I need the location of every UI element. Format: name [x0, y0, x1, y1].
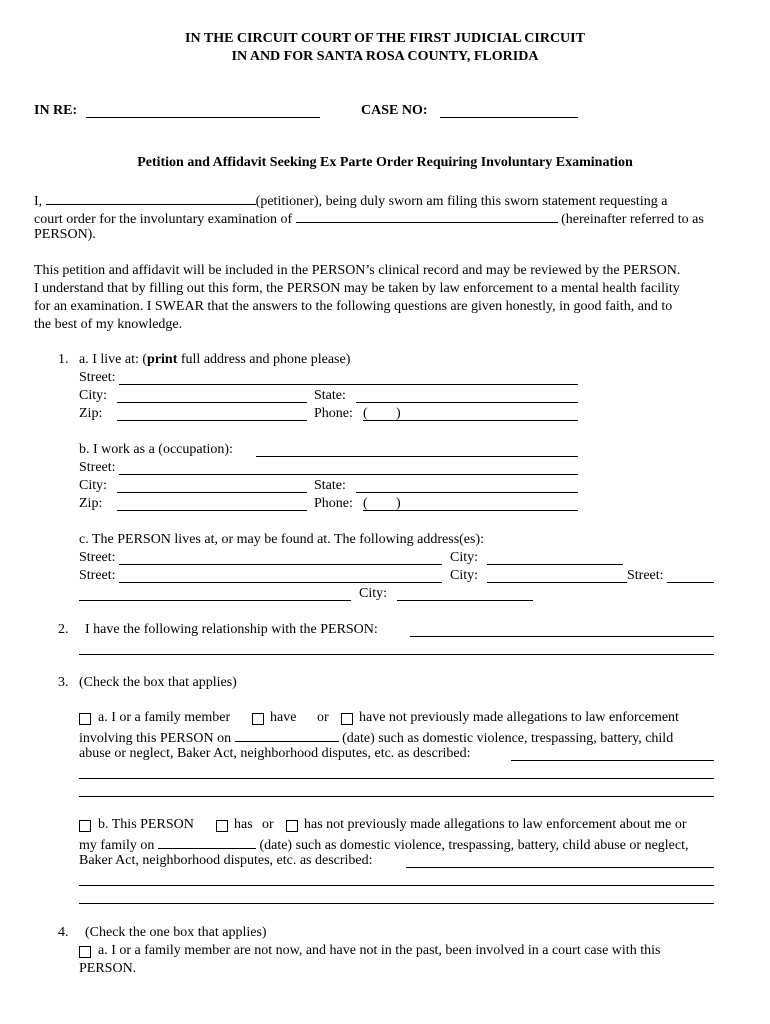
q3b-checkbox[interactable] — [79, 820, 91, 832]
q4-label: (Check the one box that applies) — [85, 925, 267, 940]
q1c-street1-label: Street: — [79, 550, 116, 565]
q1a-street-field[interactable] — [119, 384, 578, 385]
q3-number: 3. — [58, 675, 69, 690]
q1b-phone-label: Phone: — [314, 496, 353, 511]
q3a-line2-suffix: (date) such as domestic violence, trespassing, battery, child — [342, 731, 674, 746]
q1c-street3-label: Street: — [627, 568, 664, 583]
q3b-has-checkbox[interactable] — [216, 820, 228, 832]
q3a-have-label: have — [270, 710, 297, 725]
q3a-option-label: a. I or a family member — [98, 710, 231, 725]
statement-line4: the best of my knowledge. — [34, 317, 183, 332]
q2-number: 2. — [58, 622, 69, 637]
case-no-field[interactable] — [440, 117, 578, 118]
q3b-line2-suffix: (date) such as domestic violence, trespassing, battery, child abuse or neglect, — [259, 838, 689, 853]
q1b-paren-close: ) — [396, 496, 401, 511]
q1a-phone-field[interactable] — [363, 420, 578, 421]
q3b-line3: Baker Act, neighborhood disputes, etc. as described: — [79, 853, 373, 868]
statement-line2: I understand that by filling out this form, the PERSON may be taken by law enforcement to a mental health facility — [34, 281, 680, 296]
q3b-option-label: b. This PERSON — [98, 817, 194, 832]
q4a-checkbox[interactable] — [79, 946, 91, 958]
q1b-city-label: City: — [79, 478, 108, 493]
q3b-line2-prefix: my family on — [79, 838, 155, 853]
q1a-state-label: State: — [314, 388, 346, 403]
q3b-or-label: or — [262, 817, 274, 832]
q3a-line2-prefix: involving this PERSON on — [79, 731, 232, 746]
q1a-city-field[interactable] — [117, 402, 307, 403]
q1a-phone-label: Phone: — [314, 406, 353, 421]
q1c-city2-label: City: — [450, 568, 479, 583]
case-no-label: CASE NO: — [361, 103, 428, 118]
q1c-street3-field-cont[interactable] — [79, 600, 351, 601]
q3a-description-field[interactable] — [511, 760, 714, 761]
q3a-line3: abuse or neglect, Baker Act, neighborhood disputes, etc. as described: — [79, 746, 471, 761]
q2-label: I have the following relationship with the PERSON: — [85, 622, 378, 637]
court-name-line1: IN THE CIRCUIT COURT OF THE FIRST JUDICIAL CIRCUIT — [185, 31, 585, 46]
q4a-option-label: a. I or a family member are not now, and have not in the past, been involved in a court case with this — [98, 943, 661, 958]
q3-label: (Check the box that applies) — [79, 675, 237, 690]
q3b-description-line2[interactable] — [79, 885, 714, 886]
q1c-city3-field[interactable] — [397, 600, 533, 601]
q3b-has-not-checkbox[interactable] — [286, 820, 298, 832]
person-name-field[interactable] — [296, 208, 558, 223]
q1b-occupation-field[interactable] — [256, 456, 578, 457]
q1c-street2-field[interactable] — [119, 582, 442, 583]
q3a-have-not-label: have not previously made allegations to law enforcement — [359, 710, 679, 725]
q1c-street2-label: Street: — [79, 568, 116, 583]
q1-number: 1. — [58, 352, 69, 367]
q3a-description-line2[interactable] — [79, 778, 714, 779]
q1c-label: c. The PERSON lives at, or may be found at. The following address(es): — [79, 532, 485, 547]
q1a-zip-field[interactable] — [117, 420, 307, 421]
q2-relationship-field-line2[interactable] — [79, 654, 714, 655]
intro-line3: PERSON). — [34, 227, 96, 242]
q4-number: 4. — [58, 925, 69, 940]
form-title: Petition and Affidavit Seeking Ex Parte Order Requiring Involuntary Examination — [137, 155, 633, 170]
q1b-phone-field[interactable] — [363, 510, 578, 511]
intro-line1-text: (petitioner), being duly sworn am filing this sworn statement requesting a — [255, 194, 668, 209]
q3a-have-checkbox[interactable] — [252, 713, 264, 725]
q3a-have-not-checkbox[interactable] — [341, 713, 353, 725]
q1a-label — [79, 351, 350, 369]
q3a-or-label: or — [317, 710, 329, 725]
q1c-street3-field[interactable] — [667, 582, 714, 583]
q1b-zip-label: Zip: — [79, 496, 103, 511]
q3a-date-field[interactable] — [235, 727, 339, 742]
q3b-description-line3[interactable] — [79, 903, 714, 904]
q1b-paren-open: ( — [363, 496, 368, 511]
q3a-description-line3[interactable] — [79, 796, 714, 797]
q4a-line2: PERSON. — [79, 961, 137, 976]
q1c-street1-field[interactable] — [119, 564, 442, 565]
q1c-city1-label: City: — [450, 550, 479, 565]
q3b-has-not-label: has not previously made allegations to law enforcement about me or — [304, 817, 687, 832]
q1a-state-field[interactable] — [356, 402, 578, 403]
q1a-prefix: a. I live at: ( — [79, 352, 148, 367]
in-re-label: IN RE: — [34, 103, 78, 118]
intro-line2-text: court order for the involuntary examination of — [34, 212, 293, 227]
q3b-description-field[interactable] — [406, 867, 714, 868]
in-re-field[interactable] — [86, 117, 320, 118]
q3b-date-field[interactable] — [158, 834, 256, 849]
q1c-city1-field[interactable] — [487, 564, 623, 565]
q1c-city3-label: City: — [359, 586, 388, 601]
q3b-has-label: has — [234, 817, 253, 832]
q1b-label: b. I work as a (occupation): — [79, 442, 233, 457]
q2-relationship-field[interactable] — [410, 636, 714, 637]
q1c-city2-field[interactable] — [487, 582, 627, 583]
q1a-suffix: full address and phone please) — [177, 352, 351, 367]
q1b-zip-field[interactable] — [117, 510, 307, 511]
q1a-zip-label: Zip: — [79, 406, 103, 421]
petitioner-name-field[interactable] — [46, 190, 256, 205]
q1a-print: print — [147, 352, 178, 367]
statement-line1: This petition and affidavit will be included in the PERSON’s clinical record and may be reviewed by the PERSON. — [34, 263, 681, 278]
q1b-state-label: State: — [314, 478, 346, 493]
q1b-city-field[interactable] — [117, 492, 307, 493]
q1a-street-label: Street: — [79, 370, 116, 385]
intro-line2 — [34, 208, 704, 229]
q1b-street-field[interactable] — [119, 474, 578, 475]
q1a-paren-close: ) — [396, 406, 401, 421]
q1b-state-field[interactable] — [356, 492, 578, 493]
q1b-street-label: Street: — [79, 460, 116, 475]
intro-line2-suffix: (hereinafter referred to as — [561, 212, 704, 227]
q3a-checkbox[interactable] — [79, 713, 91, 725]
q1a-city-label: City: — [79, 388, 108, 403]
q1a-paren-open: ( — [363, 406, 368, 421]
court-name-line2: IN AND FOR SANTA ROSA COUNTY, FLORIDA — [231, 49, 539, 64]
statement-line3: for an examination. I SWEAR that the answers to the following questions are given honestly, in good faith, and to — [34, 299, 673, 314]
intro-i: I, — [34, 194, 43, 209]
